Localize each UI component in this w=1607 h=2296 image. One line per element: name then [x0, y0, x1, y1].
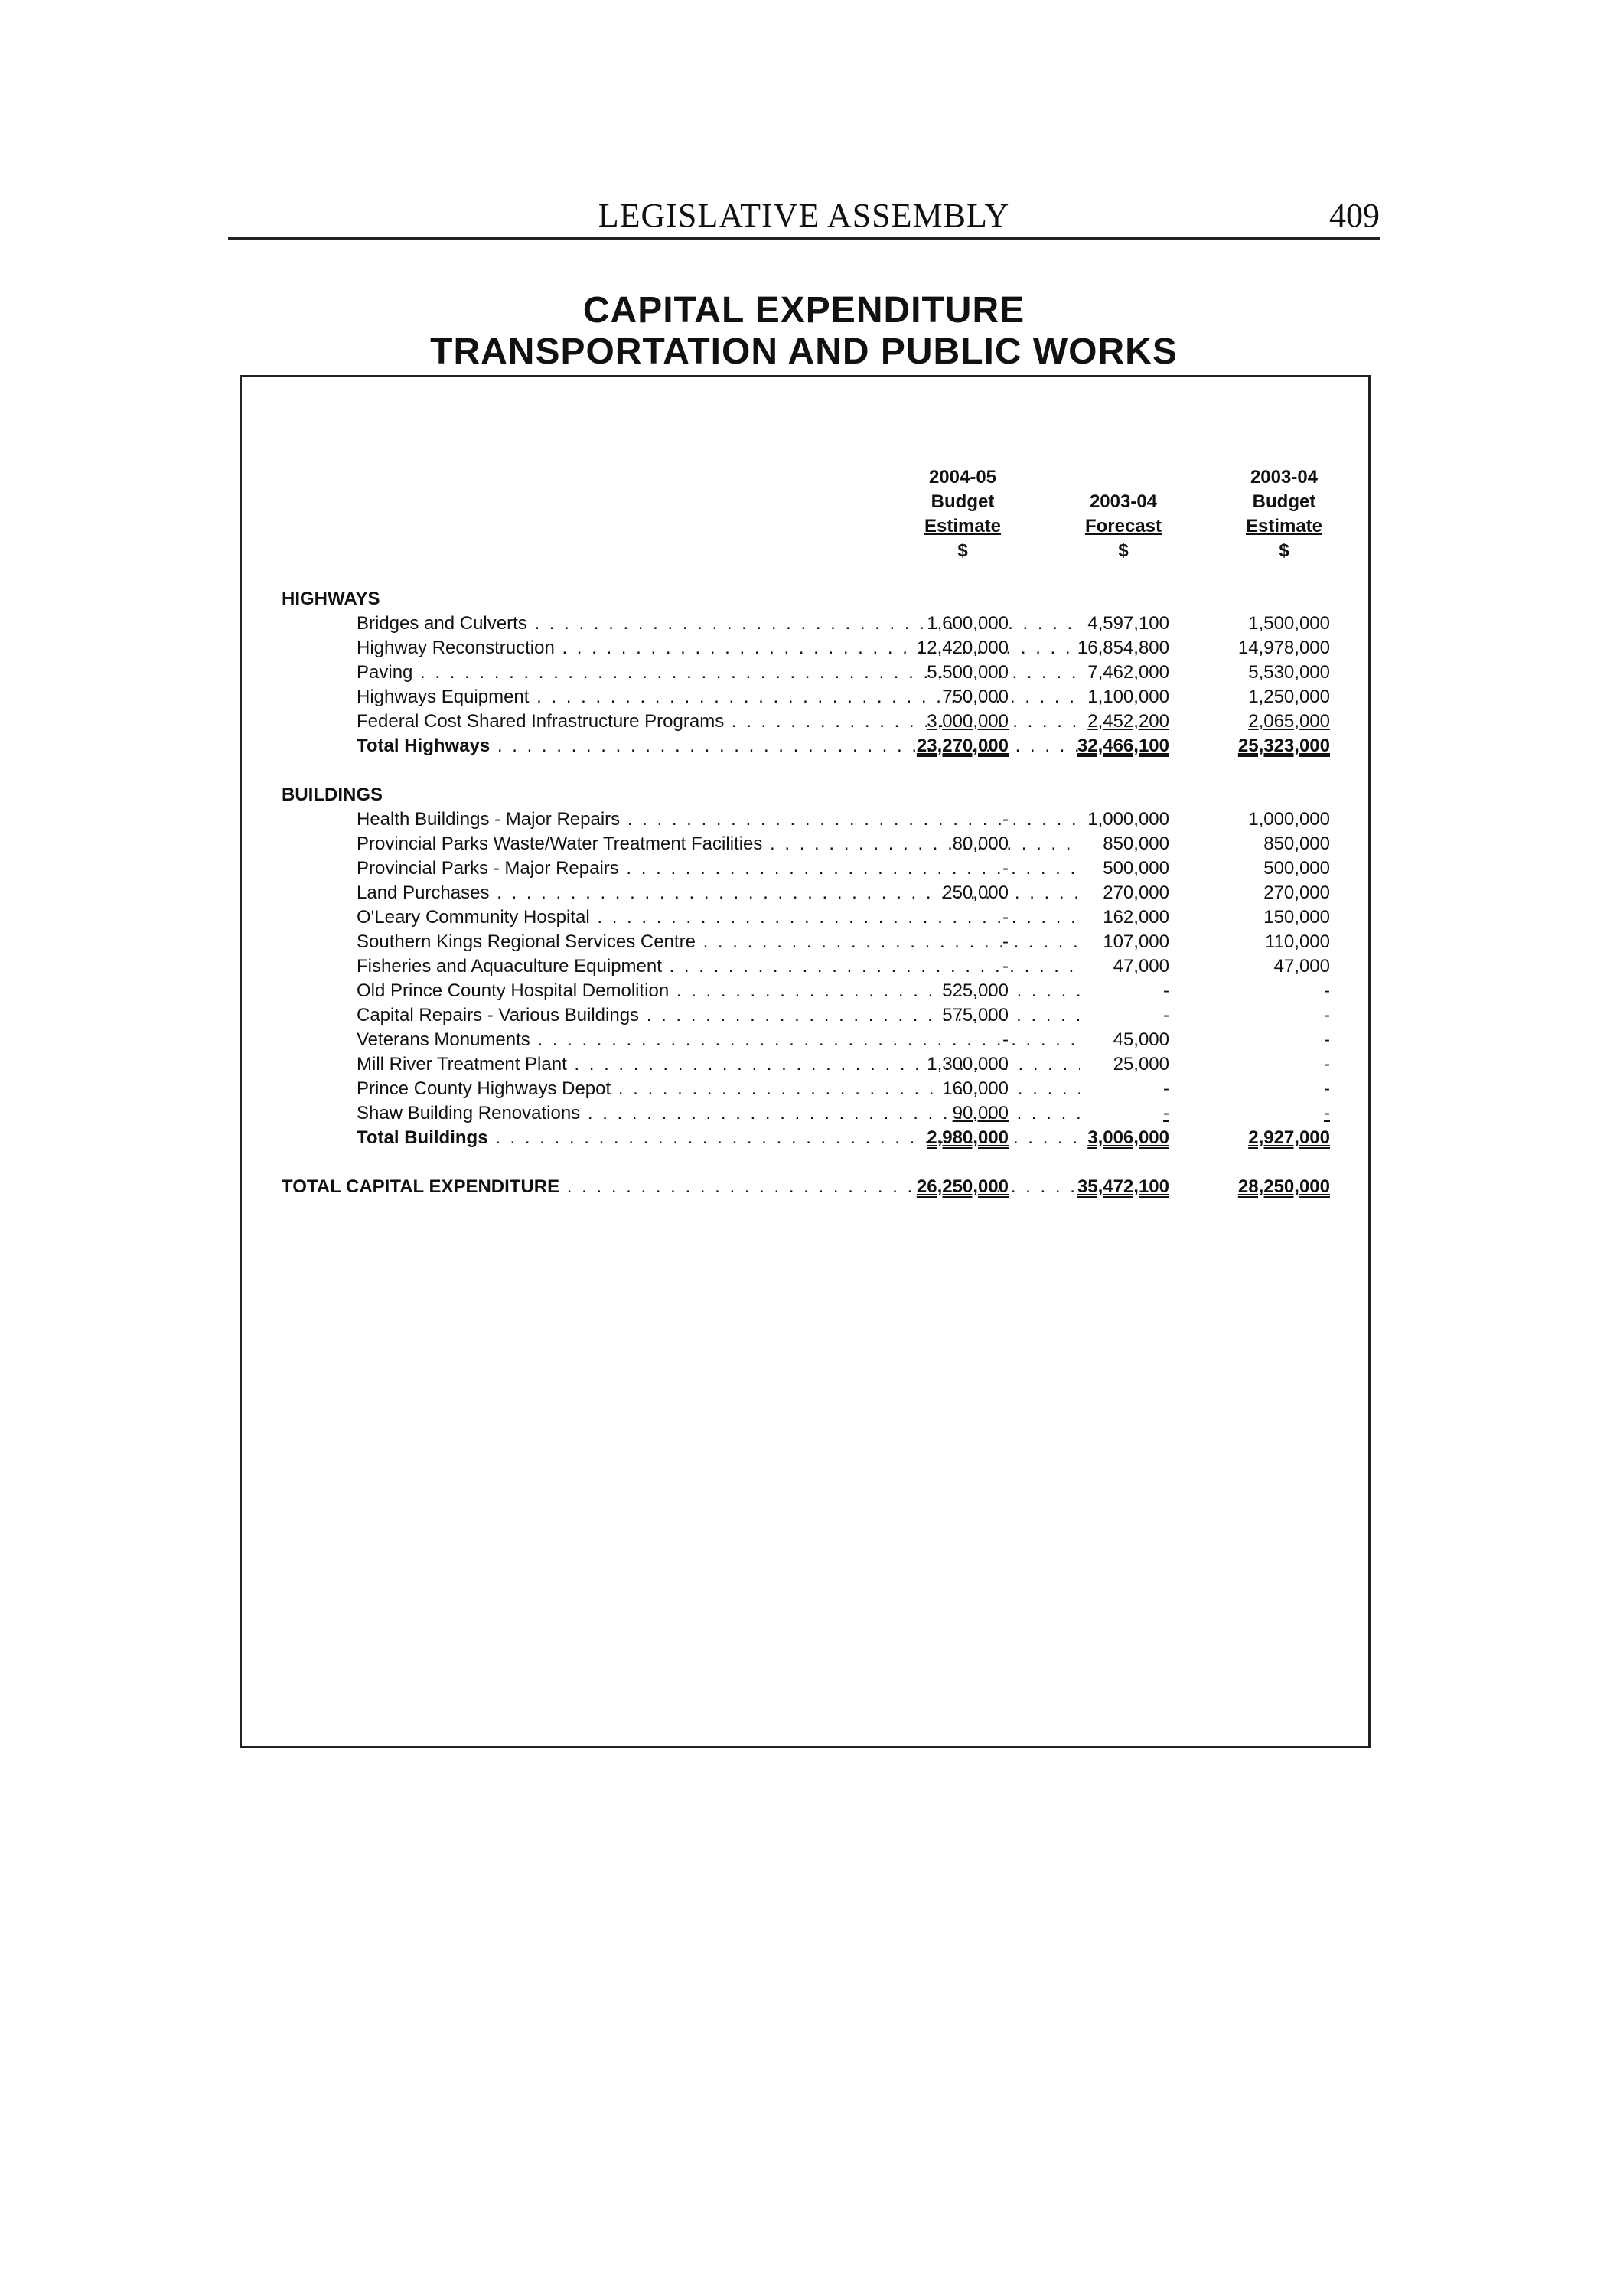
- row-label: Prince County Highways Depot . . .: [357, 1078, 1080, 1100]
- cell-2004-05: 23,270,000: [916, 735, 1009, 756]
- row-label: Mill River Treatment Plant . . .: [357, 1054, 1080, 1075]
- cell-2003-04-budget: -: [1324, 1005, 1330, 1026]
- cell-2003-04-budget: 25,323,000: [1237, 735, 1330, 756]
- cell-2004-05: 250,000: [942, 882, 1009, 903]
- page-header: [228, 193, 1380, 240]
- table-row: [242, 1103, 1368, 1127]
- column-header-unit: $: [957, 540, 968, 561]
- table-row: [242, 1078, 1368, 1103]
- table-row: [242, 882, 1368, 907]
- cell-2003-04-forecast: 2,452,200: [1087, 711, 1169, 732]
- row-label: Shaw Building Renovations . . .: [357, 1103, 1080, 1124]
- cell-2003-04-budget: 47,000: [1273, 956, 1330, 977]
- cell-2003-04-forecast: 3,006,000: [1087, 1127, 1169, 1148]
- cell-2003-04-budget: 2,927,000: [1248, 1127, 1330, 1148]
- cell-2004-05: 2,980,000: [927, 1127, 1009, 1148]
- cell-2003-04-budget: 2,065,000: [1248, 711, 1330, 732]
- cell-2004-05: -: [1002, 1029, 1009, 1050]
- cell-2004-05: 90,000: [952, 1103, 1009, 1124]
- row-label: Federal Cost Shared Infrastructure Programs . . .: [357, 711, 1080, 732]
- table-row: [242, 809, 1368, 833]
- total-row-buildings: [242, 1127, 1368, 1152]
- cell-2004-05: -: [1002, 931, 1009, 952]
- row-label: Total Highways . . .: [357, 735, 1080, 757]
- cell-2004-05: -: [1002, 809, 1009, 830]
- cell-2003-04-forecast: 270,000: [1103, 882, 1169, 903]
- row-label: Paving . . .: [357, 662, 1080, 683]
- row-label: O'Leary Community Hospital . . .: [357, 907, 1080, 928]
- cell-2003-04-budget: 28,250,000: [1237, 1176, 1330, 1197]
- table-row: [242, 907, 1368, 931]
- table-row: [242, 956, 1368, 980]
- column-header-unit: $: [1118, 540, 1129, 561]
- cell-2003-04-budget: 1,000,000: [1248, 809, 1330, 830]
- cell-2004-05: -: [1002, 858, 1009, 879]
- row-label: Highways Equipment . . .: [357, 687, 1080, 708]
- header-title: LEGISLATIVE ASSEMBLY: [598, 197, 1010, 234]
- cell-2003-04-forecast: 500,000: [1103, 858, 1169, 879]
- cell-2004-05: 525,000: [942, 980, 1009, 1001]
- cell-2003-04-forecast: -: [1163, 1005, 1169, 1026]
- cell-2003-04-forecast: -: [1163, 1103, 1169, 1124]
- cell-2004-05: -: [1002, 956, 1009, 977]
- cell-2003-04-budget: 270,000: [1263, 882, 1330, 903]
- section-heading-row: [242, 589, 1368, 613]
- table-row: [242, 711, 1368, 735]
- row-label: Provincial Parks Waste/Water Treatment Facilities . . .: [357, 833, 1080, 855]
- cell-2003-04-forecast: 1,000,000: [1087, 809, 1169, 830]
- column-header-2003-04-forecast: [1047, 465, 1200, 563]
- cell-2004-05: 1,600,000: [927, 613, 1009, 634]
- cell-2003-04-budget: -: [1324, 1029, 1330, 1050]
- table-row: [242, 833, 1368, 858]
- main-title-line1: CAPITAL EXPENDITURE: [582, 290, 1025, 331]
- column-header-line: 2003-04: [1250, 467, 1319, 488]
- page-number: 409: [1329, 197, 1380, 234]
- row-label: Southern Kings Regional Services Centre . . .: [357, 931, 1080, 953]
- cell-2003-04-forecast: 1,100,000: [1087, 687, 1169, 707]
- column-header-line: Forecast: [1084, 516, 1162, 536]
- cell-2003-04-budget: 1,250,000: [1248, 687, 1330, 707]
- column-header-line: 2004-05: [928, 467, 997, 488]
- row-label: Provincial Parks - Major Repairs . . .: [357, 858, 1080, 879]
- cell-2004-05: 160,000: [942, 1078, 1009, 1099]
- column-header-line: 2003-04: [1089, 491, 1158, 512]
- column-header-line: Budget: [931, 491, 995, 512]
- cell-2003-04-forecast: 7,462,000: [1087, 662, 1169, 683]
- cell-2004-05: 26,250,000: [916, 1176, 1009, 1197]
- total-row-highways: [242, 735, 1368, 760]
- cell-2003-04-forecast: 107,000: [1103, 931, 1169, 952]
- cell-2004-05: 1,300,000: [927, 1054, 1009, 1075]
- cell-2003-04-forecast: 25,000: [1113, 1054, 1169, 1075]
- cell-2003-04-budget: 1,500,000: [1248, 613, 1330, 634]
- cell-2003-04-forecast: -: [1163, 1078, 1169, 1099]
- table-row: [242, 687, 1368, 711]
- cell-2003-04-forecast: 35,472,100: [1077, 1176, 1169, 1197]
- cell-2004-05: 12,420,000: [916, 638, 1009, 658]
- cell-2003-04-forecast: 45,000: [1113, 1029, 1169, 1050]
- table-row: [242, 1054, 1368, 1078]
- cell-2003-04-forecast: 162,000: [1103, 907, 1169, 928]
- row-label: Capital Repairs - Various Buildings . . .: [357, 1005, 1080, 1026]
- cell-2003-04-budget: 5,530,000: [1248, 662, 1330, 683]
- cell-2003-04-budget: 14,978,000: [1237, 638, 1330, 658]
- cell-2003-04-budget: 850,000: [1263, 833, 1330, 854]
- cell-2003-04-budget: 110,000: [1265, 931, 1330, 952]
- cell-2003-04-budget: -: [1324, 1078, 1330, 1099]
- column-header-line: Estimate: [924, 516, 1002, 536]
- cell-2003-04-budget: 500,000: [1263, 858, 1330, 879]
- column-header-line: Estimate: [1245, 516, 1323, 536]
- cell-2003-04-forecast: 850,000: [1103, 833, 1169, 854]
- row-label: TOTAL CAPITAL EXPENDITURE . . .: [282, 1176, 1080, 1198]
- cell-2004-05: 575,000: [942, 1005, 1009, 1026]
- column-header-2004-05-budget: [886, 465, 1039, 563]
- cell-2003-04-forecast: 16,854,800: [1077, 638, 1169, 658]
- row-label: Veterans Monuments . . .: [357, 1029, 1080, 1051]
- cell-2003-04-budget: -: [1324, 1103, 1330, 1124]
- cell-2004-05: -: [1002, 907, 1009, 928]
- table-row: [242, 662, 1368, 687]
- section-heading-buildings: BUILDINGS: [282, 784, 383, 805]
- section-heading-highways: HIGHWAYS: [282, 589, 380, 609]
- column-header-unit: $: [1279, 540, 1289, 561]
- cell-2004-05: 5,500,000: [927, 662, 1009, 683]
- grand-total-row: [242, 1176, 1368, 1201]
- table-row: [242, 858, 1368, 882]
- table-row: [242, 1005, 1368, 1029]
- row-label: Health Buildings - Major Repairs . . .: [357, 809, 1080, 830]
- row-label: Old Prince County Hospital Demolition . . .: [357, 980, 1080, 1002]
- cell-2004-05: 80,000: [952, 833, 1009, 854]
- table-row: [242, 638, 1368, 662]
- cell-2003-04-forecast: -: [1163, 980, 1169, 1001]
- table-row: [242, 1029, 1368, 1054]
- main-title-line2: TRANSPORTATION AND PUBLIC WORKS: [430, 331, 1178, 372]
- cell-2003-04-forecast: 4,597,100: [1087, 613, 1169, 634]
- cell-2004-05: 3,000,000: [927, 711, 1009, 732]
- row-label: Land Purchases . . .: [357, 882, 1080, 904]
- cell-2004-05: 750,000: [942, 687, 1009, 707]
- cell-2003-04-budget: -: [1324, 980, 1330, 1001]
- column-header-line: [1047, 465, 1200, 490]
- table-row: [242, 980, 1368, 1005]
- row-label: Total Buildings . . .: [357, 1127, 1080, 1149]
- expenditure-table-box: [240, 375, 1371, 1748]
- row-label: Highway Reconstruction . . .: [357, 638, 1080, 659]
- cell-2003-04-budget: -: [1324, 1054, 1330, 1075]
- row-label: Fisheries and Aquaculture Equipment . . .: [357, 956, 1080, 977]
- cell-2003-04-budget: 150,000: [1263, 907, 1330, 928]
- column-header-line: Budget: [1252, 491, 1316, 512]
- cell-2003-04-forecast: 47,000: [1113, 956, 1169, 977]
- table-row: [242, 613, 1368, 638]
- cell-2003-04-forecast: 32,466,100: [1077, 735, 1169, 756]
- section-heading-row: [242, 784, 1368, 809]
- row-label: Bridges and Culverts . . .: [357, 613, 1080, 634]
- table-row: [242, 931, 1368, 956]
- column-header-2003-04-budget: [1208, 465, 1361, 563]
